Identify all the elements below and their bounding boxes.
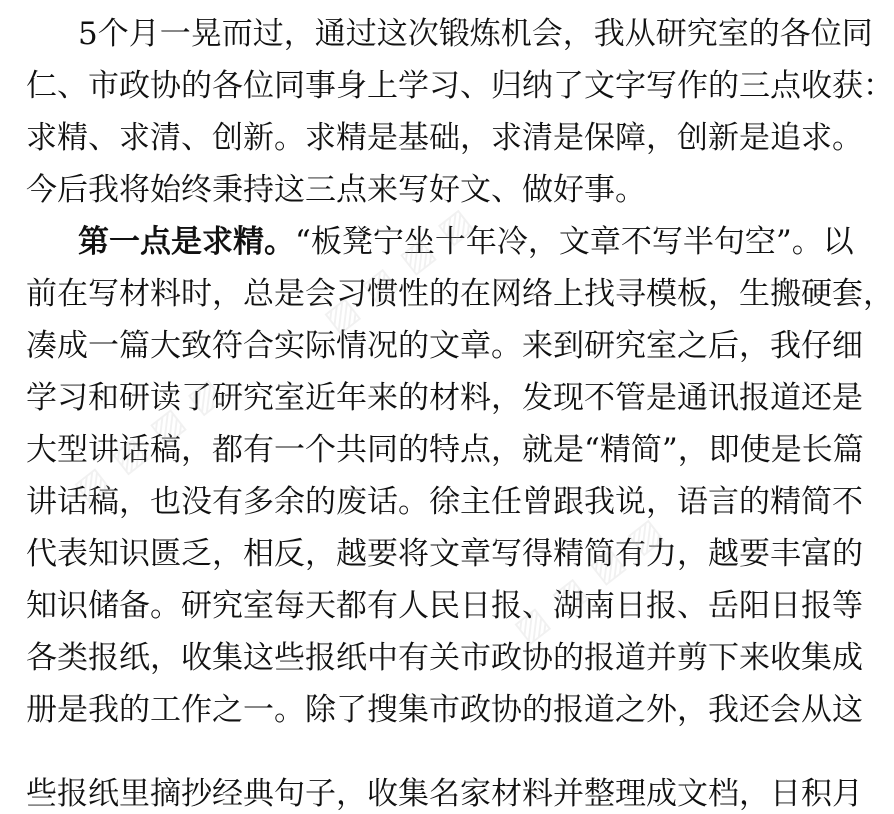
paragraph2-line3: 凑成一篇大致符合实际情况的文章。来到研究室之后，我仔细 [26, 328, 863, 364]
paragraph1-line2: 仁、市政协的各位同事身上学习、归纳了文字写作的三点收获： [26, 68, 894, 104]
paragraph1-line4: 今后我将始终秉持这三点来写好文、做好事。 [26, 172, 646, 208]
paragraph2-line1 [78, 222, 854, 262]
paragraph2-line10: 册是我的工作之一。除了搜集市政协的报道之外，我还会从这 [26, 692, 863, 728]
paragraph1-line3: 求精、求清、创新。求精是基础，求清是保障，创新是追求。 [26, 120, 863, 156]
paragraph2-line5: 大型讲话稿，都有一个共同的特点，就是“精简”，即使是长篇 [26, 432, 864, 468]
paragraph2-line2: 前在写材料时，总是会习惯性的在网络上找寻模板，生搬硬套， [26, 276, 894, 312]
paragraph1-line1: 5个月一晃而过，通过这次锻炼机会，我从研究室的各位同 [78, 16, 873, 52]
paragraph2-line9: 各类报纸，收集这些报纸中有关市政协的报道并剪下来收集成 [26, 640, 863, 676]
paragraph2-heading: 第一点是求精。 [78, 224, 295, 260]
watermark-graphic: ▨ ▨ ▨ ▨ [506, 509, 672, 651]
watermark-graphic: ▨ ▨ ▨ ▨ [66, 369, 232, 511]
watermark-graphic: ▨ ▨ ▨ ▨ [316, 199, 482, 341]
paragraph2-line7: 代表知识匮乏，相反，越要将文章写得精简有力，越要丰富的 [26, 536, 863, 572]
paragraph2-line4: 学习和研读了研究室近年来的材料，发现不管是通讯报道还是 [26, 380, 863, 416]
paragraph2-line11-partial: 些报纸里摘抄经典句子，收集名家材料并整理成文档，日积月 [26, 776, 863, 812]
paragraph2-line6: 讲话稿，也没有多余的废话。徐主任曾跟我说，语言的精简不 [26, 484, 863, 520]
paragraph2-line1-rest: “板凳宁坐十年冷，文章不写半句空”。以 [295, 224, 854, 260]
paragraph2-line8: 知识储备。研究室每天都有人民日报、湖南日报、岳阳日报等 [26, 588, 863, 624]
